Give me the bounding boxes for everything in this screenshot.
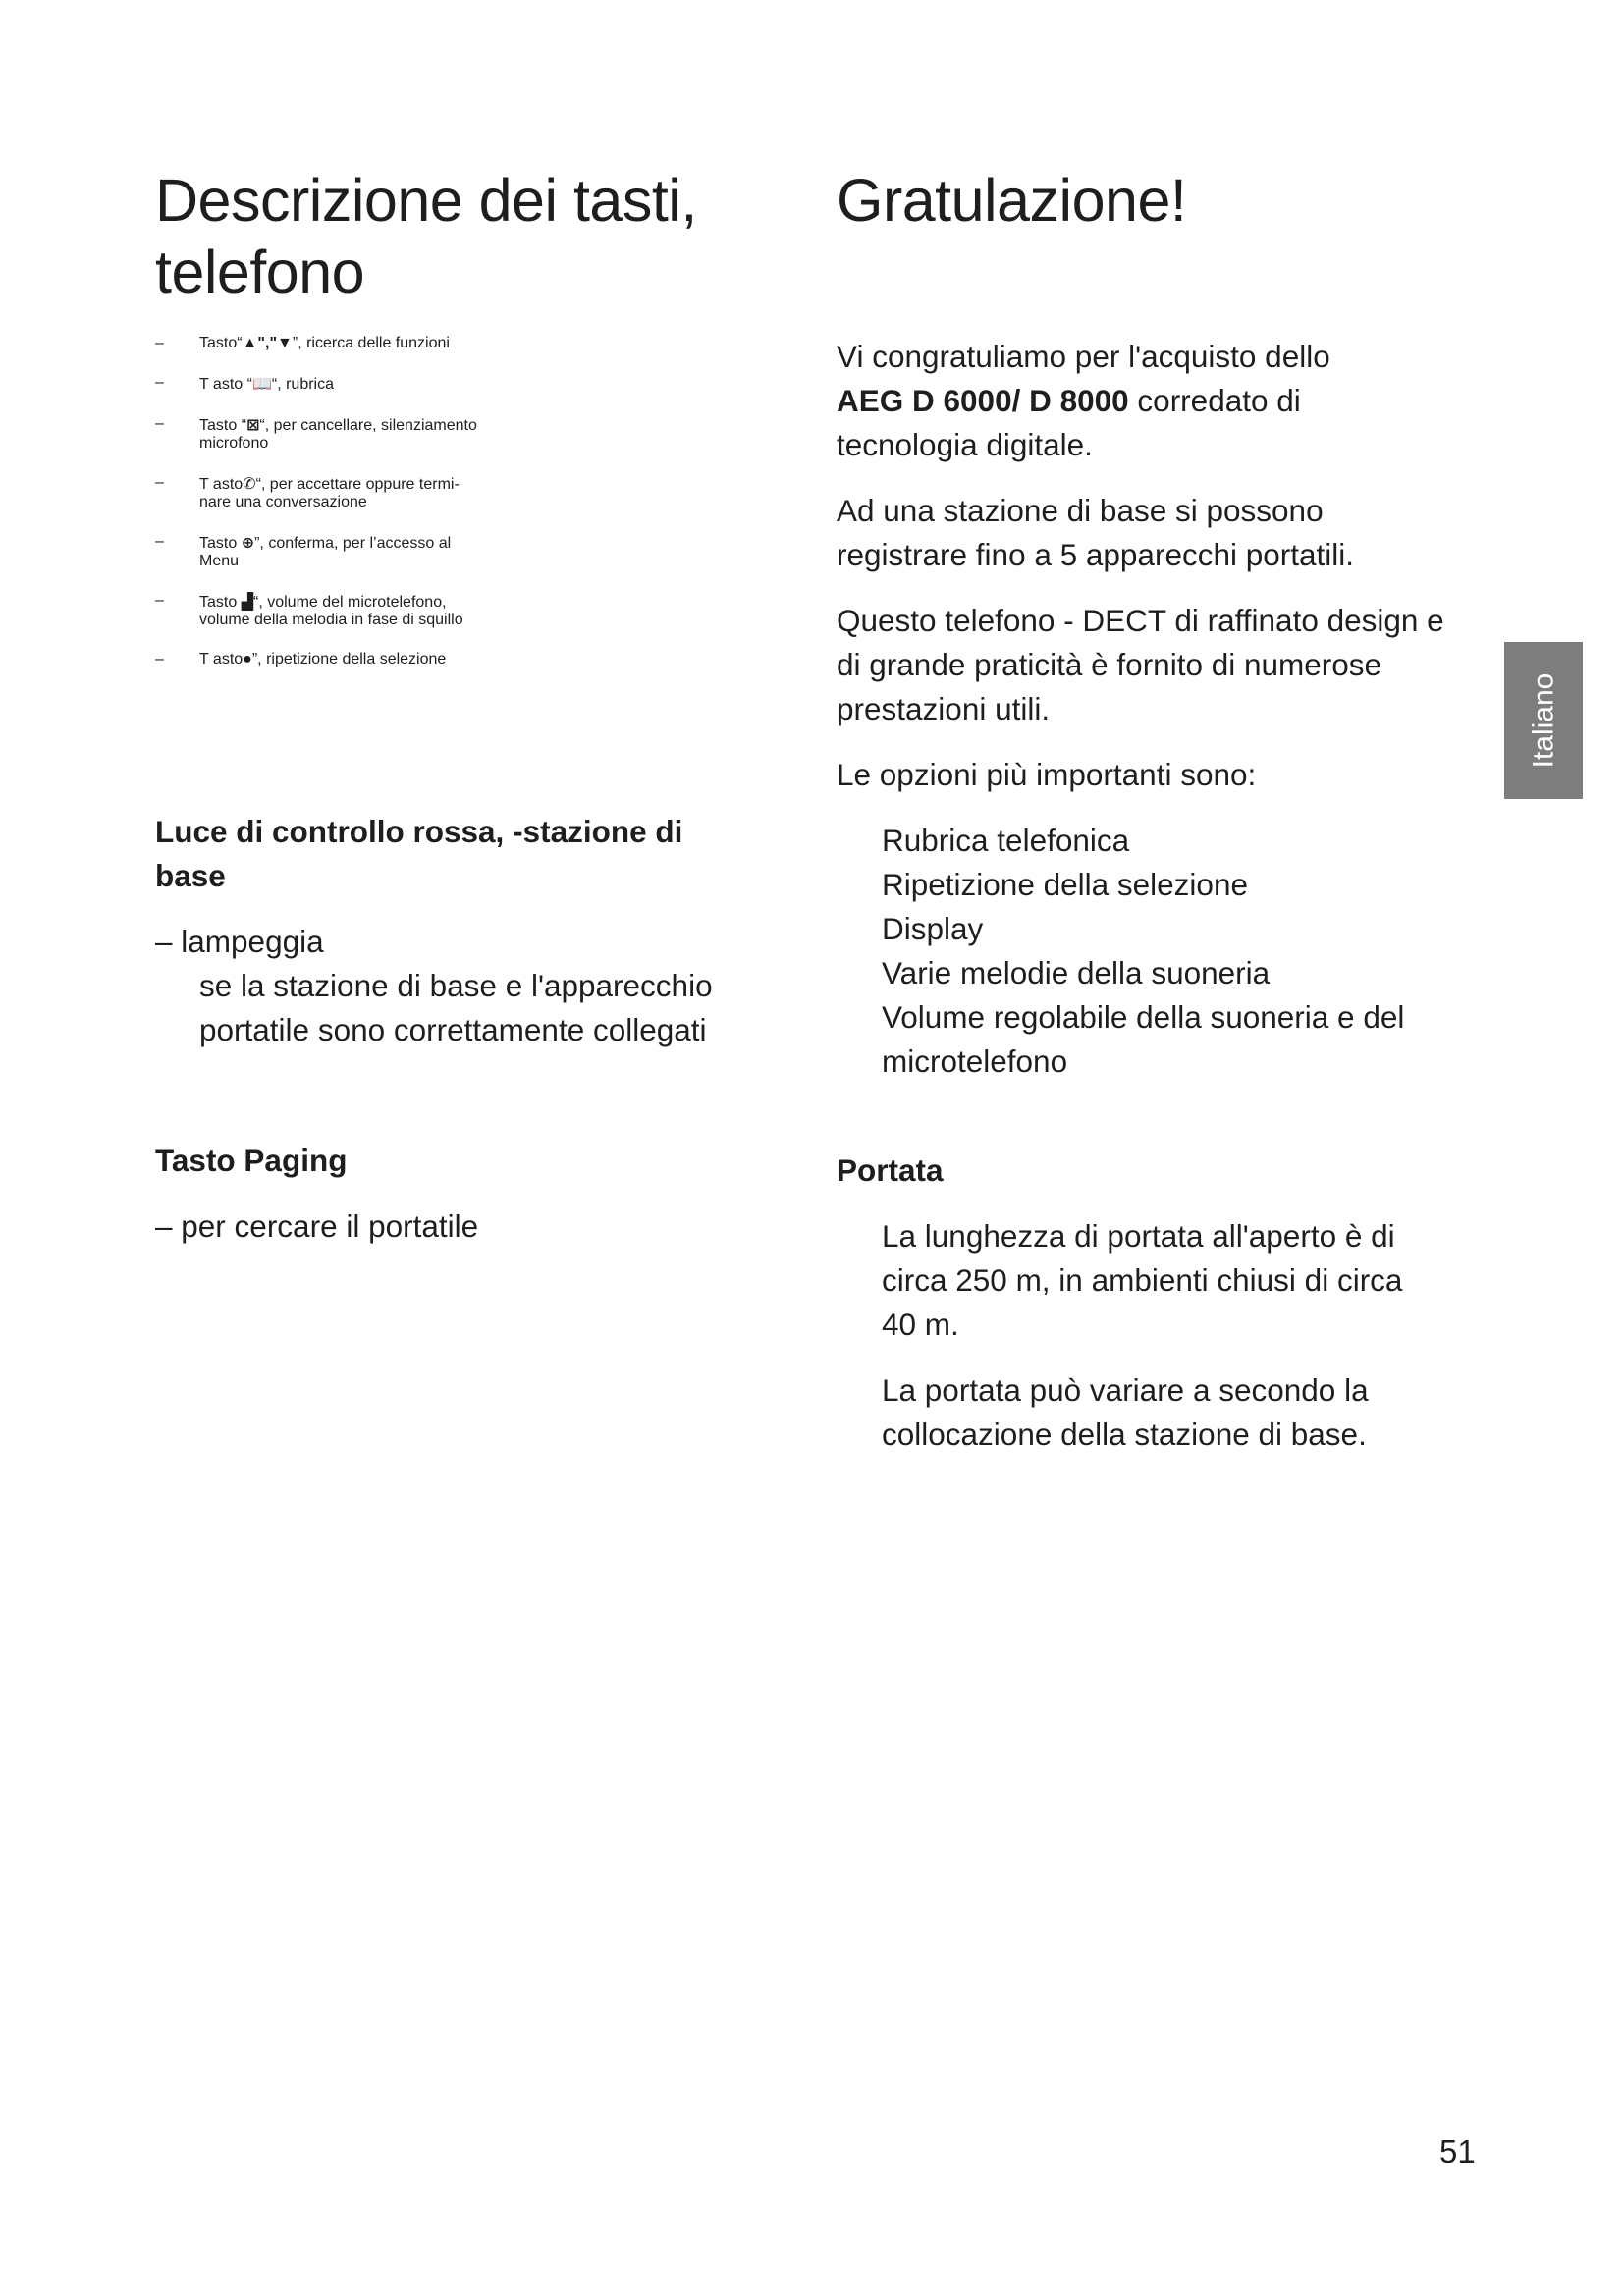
- page-number: 51: [1439, 2133, 1476, 2169]
- base-paragraph: [837, 489, 1485, 577]
- key-post: ”, conferma, per l’accesso al: [254, 535, 452, 552]
- key-item-call: – T asto✆“, per accettare oppure termi- nare una conversazione: [155, 474, 460, 510]
- range-p1-line-2: circa 250 m, in ambienti chiusi di circa: [882, 1262, 1403, 1298]
- paging-item: – per cercare il portatile: [155, 1208, 479, 1244]
- option-item: Rubrica telefonica: [882, 823, 1130, 858]
- key-post: “, volume del microtelefono,: [253, 594, 447, 611]
- base-line-1: Ad una stazione di base si possono: [837, 493, 1324, 528]
- key-post: ”, ricerca delle funzioni: [292, 335, 450, 351]
- key-item-volume: – Tasto ▟“, volume del microtelefono, volume della melodia in fase di squillo: [155, 592, 463, 628]
- key-pre: T asto “: [199, 376, 252, 393]
- led-item: – lampeggia: [155, 924, 324, 959]
- intro-line-3: tecnologia digitale.: [837, 427, 1093, 462]
- option-item: Ripetizione della selezione: [882, 867, 1248, 902]
- dect-line-1: Questo telefono - DECT di raffinato design e: [837, 603, 1444, 638]
- base-line-2: registrare fino a 5 apparecchi portatili.: [837, 537, 1355, 572]
- key-item-navigation: – Tasto“▲","▼”, ricerca delle funzioni: [155, 335, 450, 351]
- key-cont: Menu: [199, 553, 240, 569]
- options-intro: Le opzioni più importanti sono:: [837, 757, 1257, 792]
- menu-confirm-icon: ⊕: [241, 535, 255, 552]
- dect-line-3: prestazioni utili.: [837, 691, 1051, 726]
- paging-heading: Tasto Paging: [155, 1143, 348, 1178]
- key-pre: Tasto“: [199, 335, 243, 351]
- key-post: “, per cancellare, silenziamento: [259, 417, 477, 434]
- key-post: “, rubrica: [271, 376, 334, 393]
- title-line-1: Descrizione dei tasti,: [155, 167, 697, 234]
- right-column: [837, 165, 1485, 1457]
- led-description: [199, 964, 784, 1052]
- range-paragraph-1: [882, 1214, 1485, 1347]
- range-p2-line-2: collocazione della stazione di base.: [882, 1416, 1367, 1452]
- language-tab-label: Italiano: [1527, 672, 1559, 769]
- key-item-menu: – Tasto ⊕”, conferma, per l’accesso al Menu: [155, 533, 452, 569]
- book-icon: 📖: [251, 376, 272, 393]
- intro-paragraph: [837, 335, 1485, 467]
- range-paragraph-2: [882, 1368, 1485, 1457]
- key-pre: T asto: [199, 651, 244, 667]
- key-description-title: [155, 165, 784, 308]
- congratulations-title: Gratulazione!: [837, 167, 1187, 234]
- key-pre: Tasto: [199, 594, 242, 611]
- led-heading-line-1: Luce di controllo rossa, -stazione di: [155, 814, 683, 849]
- intro-line-2: corredato di: [1128, 383, 1301, 418]
- key-cont: volume della melodia in fase di squillo: [199, 612, 463, 628]
- led-desc-line-1: se la stazione di base e l'apparecchio: [199, 968, 713, 1003]
- key-pre: T asto: [199, 476, 244, 493]
- volume-icon: ▟: [241, 594, 253, 611]
- language-tab: [1504, 642, 1583, 799]
- redial-icon: ●: [243, 651, 252, 667]
- key-cont: microfono: [199, 435, 269, 452]
- key-pre: Tasto “: [199, 417, 247, 434]
- option-item: Varie melodie della suoneria: [882, 955, 1271, 990]
- title-line-2: telefono: [155, 239, 365, 305]
- range-p2-line-1: La portata può variare a secondo la: [882, 1372, 1369, 1408]
- key-cont: nare una conversazione: [199, 494, 367, 510]
- key-item-phonebook: – T asto “📖“, rubrica: [155, 374, 334, 393]
- key-post: ”, ripetizione della selezione: [251, 651, 447, 667]
- key-list: [155, 335, 784, 668]
- key-item-delete-mute: – Tasto “⊠“, per cancellare, silenziamento microfono: [155, 415, 477, 452]
- option-item: Volume regolabile della suoneria e del: [882, 999, 1405, 1035]
- intro-paragraphs: [837, 335, 1485, 797]
- option-item: Display: [882, 911, 984, 946]
- dect-line-2: di grande praticità è fornito di numerose: [837, 647, 1382, 682]
- arrow-up-down-icon: ▲","▼: [242, 335, 293, 351]
- model-name: AEG D 6000/ D 8000: [837, 383, 1129, 418]
- option-item: microtelefono: [882, 1043, 1068, 1079]
- delete-mute-icon: ⊠: [246, 417, 260, 434]
- key-pre: Tasto: [199, 535, 242, 552]
- range-p1-line-3: 40 m.: [882, 1307, 959, 1342]
- intro-line-1: Vi congratuliamo per l'acquisto dello: [837, 339, 1330, 374]
- range-p1-line-1: La lunghezza di portata all'aperto è di: [882, 1218, 1395, 1254]
- left-column: [155, 165, 784, 1249]
- range-heading: Portata: [837, 1152, 944, 1188]
- led-heading-line-2: base: [155, 858, 226, 893]
- led-desc-line-2: portatile sono correttamente collegati: [199, 1012, 707, 1047]
- handset-icon: ✆: [243, 476, 256, 493]
- led-heading: [155, 810, 784, 898]
- key-item-redial: – T asto●”, ripetizione della selezione: [155, 651, 447, 667]
- key-post: “, per accettare oppure termi-: [255, 476, 460, 493]
- options-list: [837, 819, 1485, 1084]
- dect-paragraph: [837, 599, 1485, 731]
